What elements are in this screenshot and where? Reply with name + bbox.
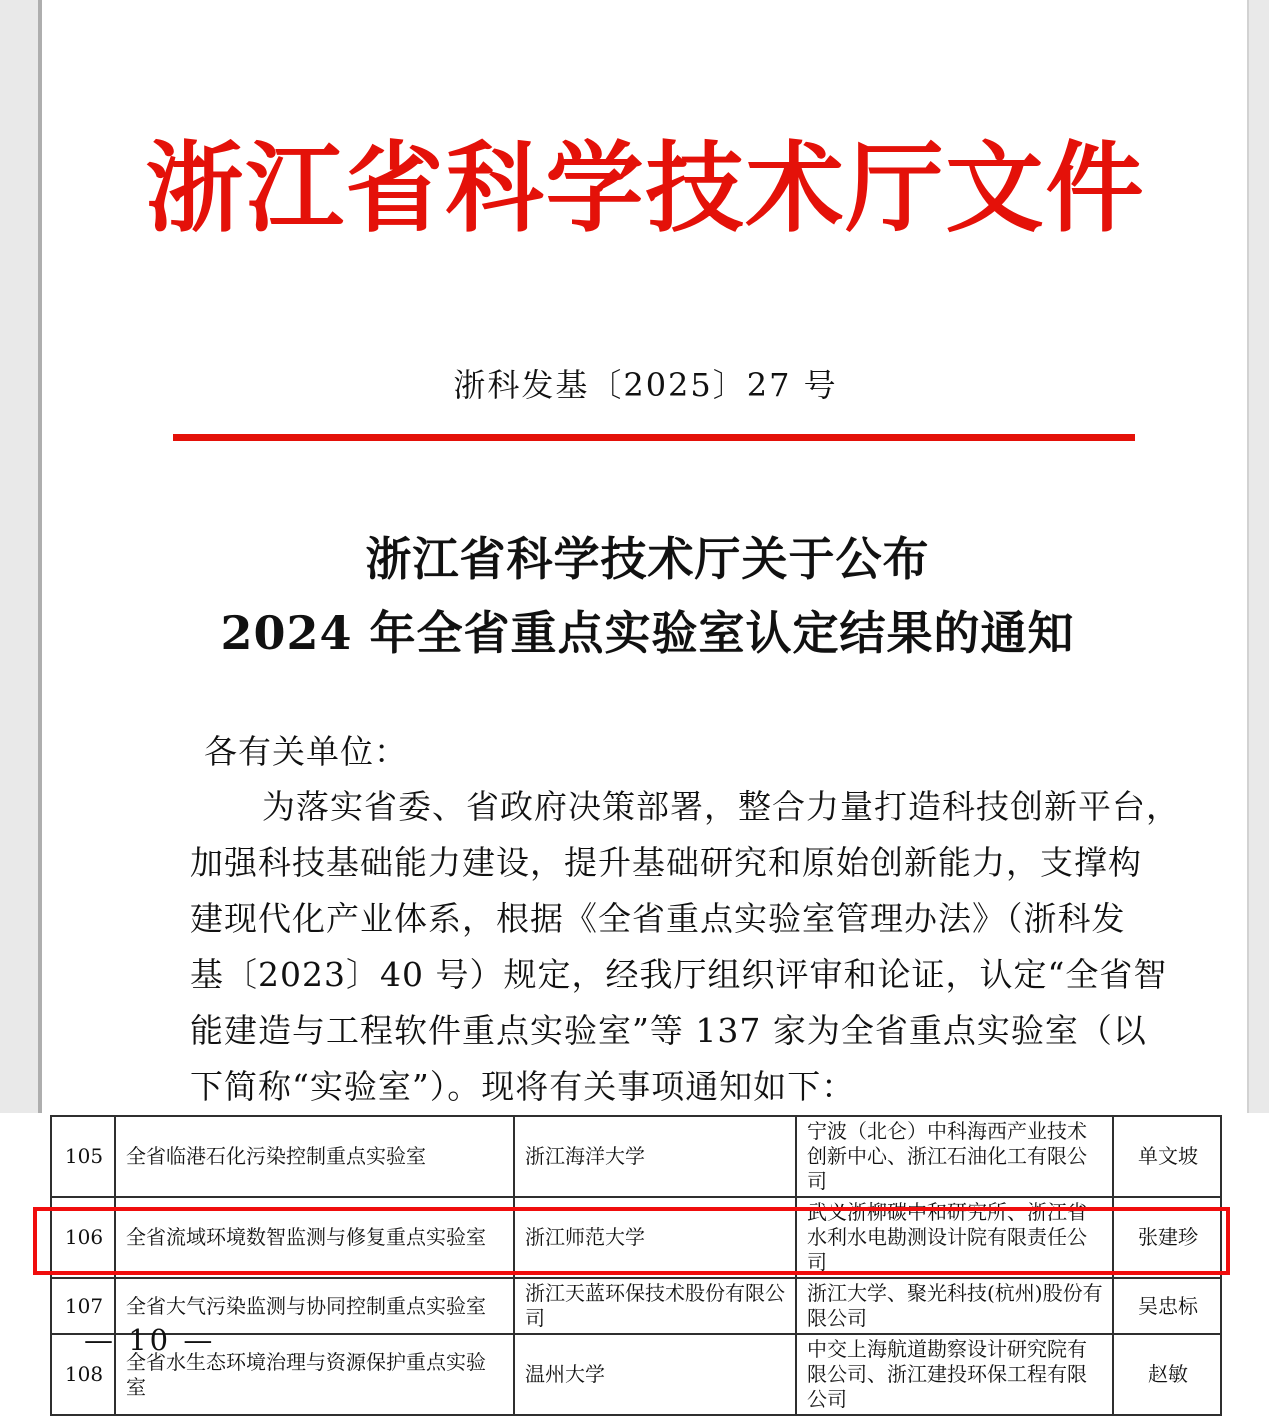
cell-institution: 浙江天蓝环保技术股份有限公司	[514, 1278, 796, 1334]
notice-title-line-1: 浙江省科学技术厅关于公布	[365, 532, 930, 586]
cell-institution: 温州大学	[514, 1334, 796, 1415]
page-margin-right	[1247, 0, 1269, 1113]
cell-lab-name: 全省大气污染监测与协同控制重点实验室	[115, 1278, 514, 1334]
table-page-bottom	[0, 1113, 1269, 1411]
cell-lab-name: 全省流域环境数智监测与修复重点实验室	[115, 1197, 514, 1278]
cell-institution: 浙江师范大学	[514, 1197, 796, 1278]
table-row-highlighted	[51, 1278, 1221, 1334]
cell-director: 赵敏	[1113, 1334, 1221, 1415]
cell-lab-name: 全省临港石化污染控制重点实验室	[115, 1116, 514, 1197]
page-number: — 10 —	[84, 1323, 216, 1357]
cell-institution: 浙江海洋大学	[514, 1116, 796, 1197]
body-line: 基〔2023〕40 号）规定，经我厅组织评审和论证，认定“全省智	[190, 955, 1168, 994]
notice-title-line-2: 2024 年全省重点实验室认定结果的通知	[220, 606, 1075, 660]
cell-partners: 中交上海航道勘察设计研究院有限公司、浙江建投环保工程有限公司	[796, 1334, 1113, 1415]
table-row	[51, 1116, 1221, 1197]
document-number: 浙科发基〔2025〕27 号	[453, 366, 838, 404]
body-line: 加强科技基础能力建设，提升基础研究和原始创新能力，支撑构	[190, 843, 1142, 882]
cell-index: 106	[51, 1197, 115, 1278]
body-paragraph	[190, 779, 1180, 1115]
page-margin-left	[0, 0, 42, 1113]
salutation: 各有关单位：	[204, 732, 408, 771]
table-row	[51, 1197, 1221, 1278]
cell-index: 108	[51, 1334, 115, 1415]
labs-table	[50, 1115, 1222, 1416]
body-line: 建现代化产业体系，根据《全省重点实验室管理办法》（浙科发	[190, 899, 1126, 938]
notice-title	[50, 522, 1245, 670]
cell-partners: 宁波（北仑）中科海西产业技术创新中心、浙江石油化工有限公司	[796, 1116, 1113, 1197]
body-line: 能建造与工程软件重点实验室”等 137 家为全省重点实验室（以	[190, 1011, 1147, 1050]
body-line: 为落实省委、省政府决策部署，整合力量打造科技创新平台，	[262, 787, 1180, 826]
cell-lab-name: 全省水生态环境治理与资源保护重点实验室	[115, 1334, 514, 1415]
document-header-title: 浙江省科学技术厅文件	[145, 131, 1146, 246]
cell-partners: 武义浙柳碳中和研究所、浙江省水利水电勘测设计院有限责任公司	[796, 1197, 1113, 1278]
body-line: 下简称“实验室”）。现将有关事项通知如下：	[190, 1067, 856, 1106]
cell-director: 张建珍	[1113, 1197, 1221, 1278]
cell-index: 107	[51, 1278, 115, 1334]
red-divider-rule	[173, 434, 1135, 441]
cell-partners: 浙江大学、聚光科技(杭州)股份有限公司	[796, 1278, 1113, 1334]
cell-index: 105	[51, 1116, 115, 1197]
cell-director: 单文坡	[1113, 1116, 1221, 1197]
table-row	[51, 1334, 1221, 1415]
cell-director: 吴忠标	[1113, 1278, 1221, 1334]
